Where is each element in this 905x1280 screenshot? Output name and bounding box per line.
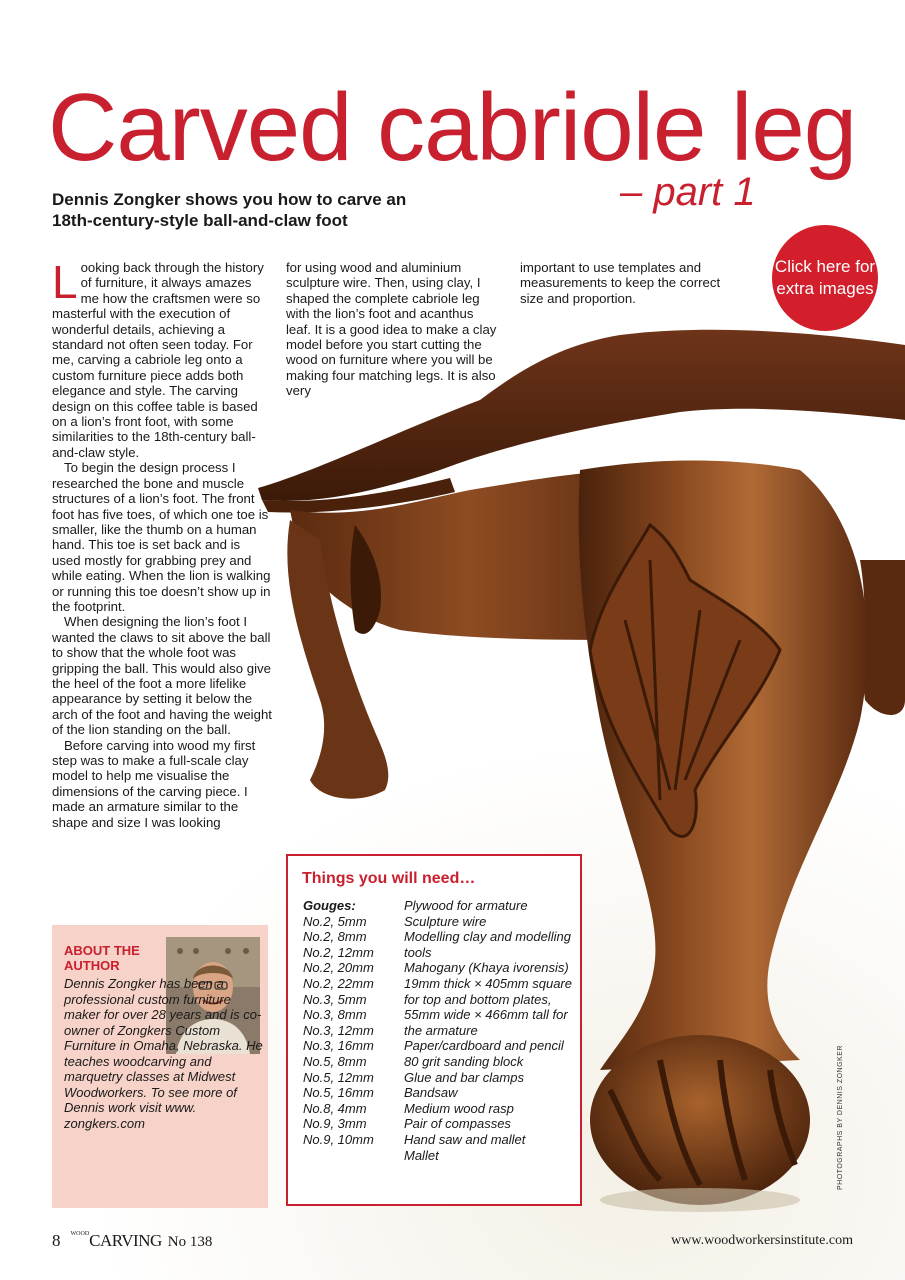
body-column-3 [520,260,740,306]
gouge-item: No.9, 10mm [303,1131,374,1147]
gouge-item: No.2, 20mm [303,960,374,976]
about-author-box [52,925,268,1208]
about-author-heading: ABOUT THE AUTHOR [64,943,140,973]
body-paragraph-6: important to use templates and measurements to keep the correct size and proportion. [520,260,721,306]
gouge-item: No.2, 8mm [303,929,367,945]
body-column-2 [286,260,500,399]
material-item: Pair of compasses [404,1116,511,1132]
body-paragraph-3: When designing the lion’s foot I wanted the claws to sit above the ball to show that the whole foot was gripping the ball. This would also give the heel of the foot a more lifelike appearance by setting it below the arch of the foot and having the weight of the lion standing on the ball. [52,614,272,738]
magazine-name-main: CARVING [89,1231,162,1250]
material-item: Glue and bar clamps [404,1069,524,1085]
material-item: Sculpture wire [404,913,487,929]
footer-website-link[interactable]: www.woodworkersinstitute.com [671,1233,853,1248]
gouge-item: No.5, 16mm [303,1085,374,1101]
gouge-item: No.2, 5mm [303,913,367,929]
material-item: 80 grit sanding block [404,1053,524,1069]
gouge-item: No.3, 8mm [303,1007,367,1023]
body-paragraph-5: for using wood and aluminium sculpture wire. Then, using clay, I shaped the complete cabriole leg with the lion’s foot and acanthus leaf. It is a good idea to make a clay model before you start cutting the wood on furniture where you will be making four matching legs. It is also very [286,260,497,399]
material-item: Mahogany (Khaya ivorensis) 19mm thick × 405mm square for top and bottom plates, 55mm wide × 466mm tall for the armature [404,960,572,1038]
gouge-item: No.2, 22mm [303,975,374,991]
gouges-list [303,898,393,1148]
material-item: Mallet [404,1147,439,1163]
magazine-name-small: WOOD [70,1231,90,1237]
issue-number: No 138 [167,1234,213,1250]
gouge-item: No.5, 12mm [303,1069,374,1085]
article-title: Carved cabriole leg [48,74,857,181]
photo-credit: PHOTOGRAPHS BY DENNIS ZONGKER [837,1045,844,1190]
about-author-text: Dennis Zongker has been a professional custom furniture maker for over 28 years and is co-owner of Zongkers Custom Furniture in Omaha, Nebraska. He teaches woodcarving and marquetry classes at Midwest Woodworkers. To see more of Dennis work visit www. zongkers.com [64,976,263,1131]
article-deck: Dennis Zongker shows you how to carve an 18th-century-style ball-and-claw foot [52,190,407,230]
material-item: Medium wood rasp [404,1100,514,1116]
magazine-name [71,1231,162,1250]
gouge-item: No.3, 16mm [303,1038,374,1054]
gouge-item: No.9, 3mm [303,1116,367,1132]
page-number: 8 [52,1231,61,1250]
body-paragraph-1: ooking back through the history of furniture, it always amazes me how the craftsmen were so masterful with the execution of wonderful details, achieving a standard not often seen today. For me, carving a cabriole leg onto a custom furniture piece adds both elegance and style. The carving design on this coffee table is based on a lion’s front foot, with some similarities to the 18th-century ball-and-claw style. [52,260,264,460]
materials-list [404,898,576,1163]
material-item: Modelling clay and modelling tools [404,929,571,960]
gouge-item: No.3, 12mm [303,1022,374,1038]
needs-title: Things you will need… [302,870,476,887]
body-column-1 [52,256,272,830]
extra-images-button[interactable]: Click here for extra images [772,225,878,331]
body-paragraph-4: Before carving into wood my first step was to make a full-scale clay model to help me visualise the dimensions of the carving piece. I made an armature similar to the shape and size I was looking [52,737,256,830]
gouge-item: No.2, 12mm [303,944,374,960]
page-folio [52,1231,212,1251]
material-item: Paper/cardboard and pencil [404,1038,564,1054]
body-paragraph-2: To begin the design process I researched the bone and muscle structures of a lion’s foot. The front foot has five toes, of which one toe is smaller, like the thumb on a human hand. This toe is set back and is used mostly for grabbing prey and while eating. When the lion is walking or running this toe doesn’t show up in the footprint. [52,460,271,614]
gouges-label: Gouges: [303,898,356,913]
article-part: – part 1 [620,170,756,214]
drop-cap: L [52,256,78,308]
gouge-item: No.3, 5mm [303,991,367,1007]
things-you-will-need-box [286,854,582,1206]
material-item: Hand saw and mallet [404,1131,526,1147]
gouge-item: No.8, 4mm [303,1100,367,1116]
material-item: Plywood for armature [404,898,528,913]
material-item: Bandsaw [404,1085,458,1101]
gouge-item: No.5, 8mm [303,1053,367,1069]
